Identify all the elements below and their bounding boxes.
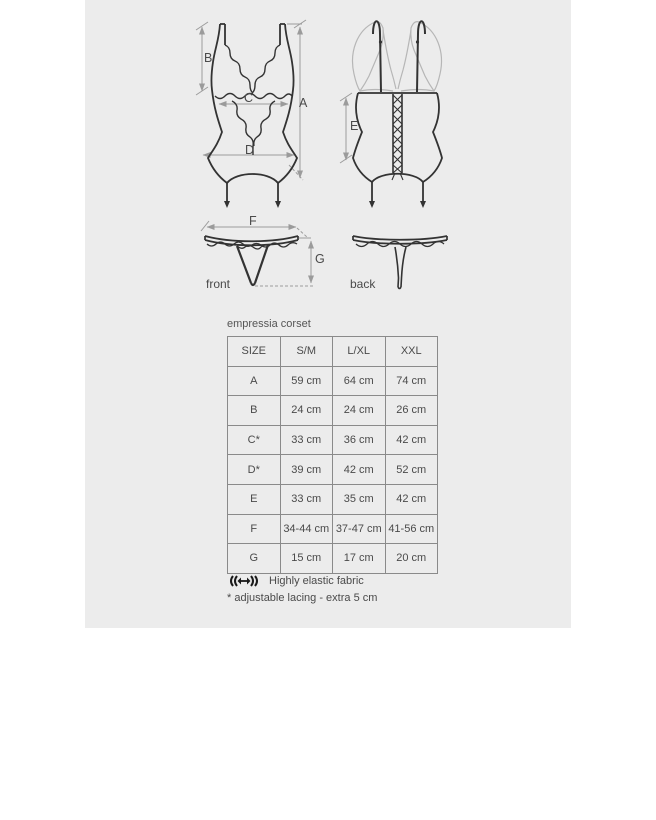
table-row: [228, 514, 438, 544]
column-header: SIZE: [228, 337, 281, 367]
elastic-note-text: Highly elastic fabric: [269, 575, 364, 587]
row-label-cell: F: [228, 514, 281, 544]
dim-label-b: B: [204, 51, 213, 65]
table-row: [228, 544, 438, 574]
value-cell: 42 cm: [385, 484, 438, 514]
size-table-header-row: [228, 337, 438, 367]
elastic-note: [227, 575, 364, 587]
dim-label-c: C: [244, 91, 254, 105]
elastic-stretch-icon: [227, 575, 261, 587]
value-cell: 59 cm: [280, 366, 333, 396]
row-label-cell: D*: [228, 455, 281, 485]
table-row: [228, 425, 438, 455]
value-cell: 39 cm: [280, 455, 333, 485]
column-header: S/M: [280, 337, 333, 367]
value-cell: 17 cm: [333, 544, 386, 574]
dim-label-a: A: [299, 96, 308, 110]
column-header: XXL: [385, 337, 438, 367]
table-row: [228, 396, 438, 426]
value-cell: 37-47 cm: [333, 514, 386, 544]
value-cell: 20 cm: [385, 544, 438, 574]
column-header: L/XL: [333, 337, 386, 367]
view-label-back: back: [350, 277, 376, 291]
back-corset-drawing: [353, 21, 442, 208]
table-row: [228, 484, 438, 514]
value-cell: 26 cm: [385, 396, 438, 426]
value-cell: 74 cm: [385, 366, 438, 396]
size-chart-title: empressia corset: [227, 318, 311, 330]
value-cell: 42 cm: [385, 425, 438, 455]
dim-label-e: E: [350, 119, 359, 133]
size-table: [227, 336, 438, 574]
lacing-note: * adjustable lacing - extra 5 cm: [227, 592, 378, 604]
value-cell: 35 cm: [333, 484, 386, 514]
value-cell: 36 cm: [333, 425, 386, 455]
size-guide-panel: [85, 0, 571, 628]
value-cell: 15 cm: [280, 544, 333, 574]
row-label-cell: C*: [228, 425, 281, 455]
value-cell: 24 cm: [280, 396, 333, 426]
row-label-cell: B: [228, 396, 281, 426]
dimension-lines: [196, 20, 352, 286]
back-lace-outline: [353, 22, 442, 91]
value-cell: 33 cm: [280, 484, 333, 514]
front-corset-drawing: [208, 24, 297, 208]
value-cell: 52 cm: [385, 455, 438, 485]
value-cell: 24 cm: [333, 396, 386, 426]
table-row: [228, 366, 438, 396]
value-cell: 34-44 cm: [280, 514, 333, 544]
value-cell: 41-56 cm: [385, 514, 438, 544]
dim-label-f: F: [249, 214, 257, 228]
row-label-cell: G: [228, 544, 281, 574]
dim-label-g: G: [315, 252, 325, 266]
value-cell: 42 cm: [333, 455, 386, 485]
table-row: [228, 455, 438, 485]
value-cell: 33 cm: [280, 425, 333, 455]
dim-label-d: D: [245, 143, 255, 157]
row-label-cell: E: [228, 484, 281, 514]
view-label-front: front: [206, 277, 231, 291]
row-label-cell: A: [228, 366, 281, 396]
value-cell: 64 cm: [333, 366, 386, 396]
